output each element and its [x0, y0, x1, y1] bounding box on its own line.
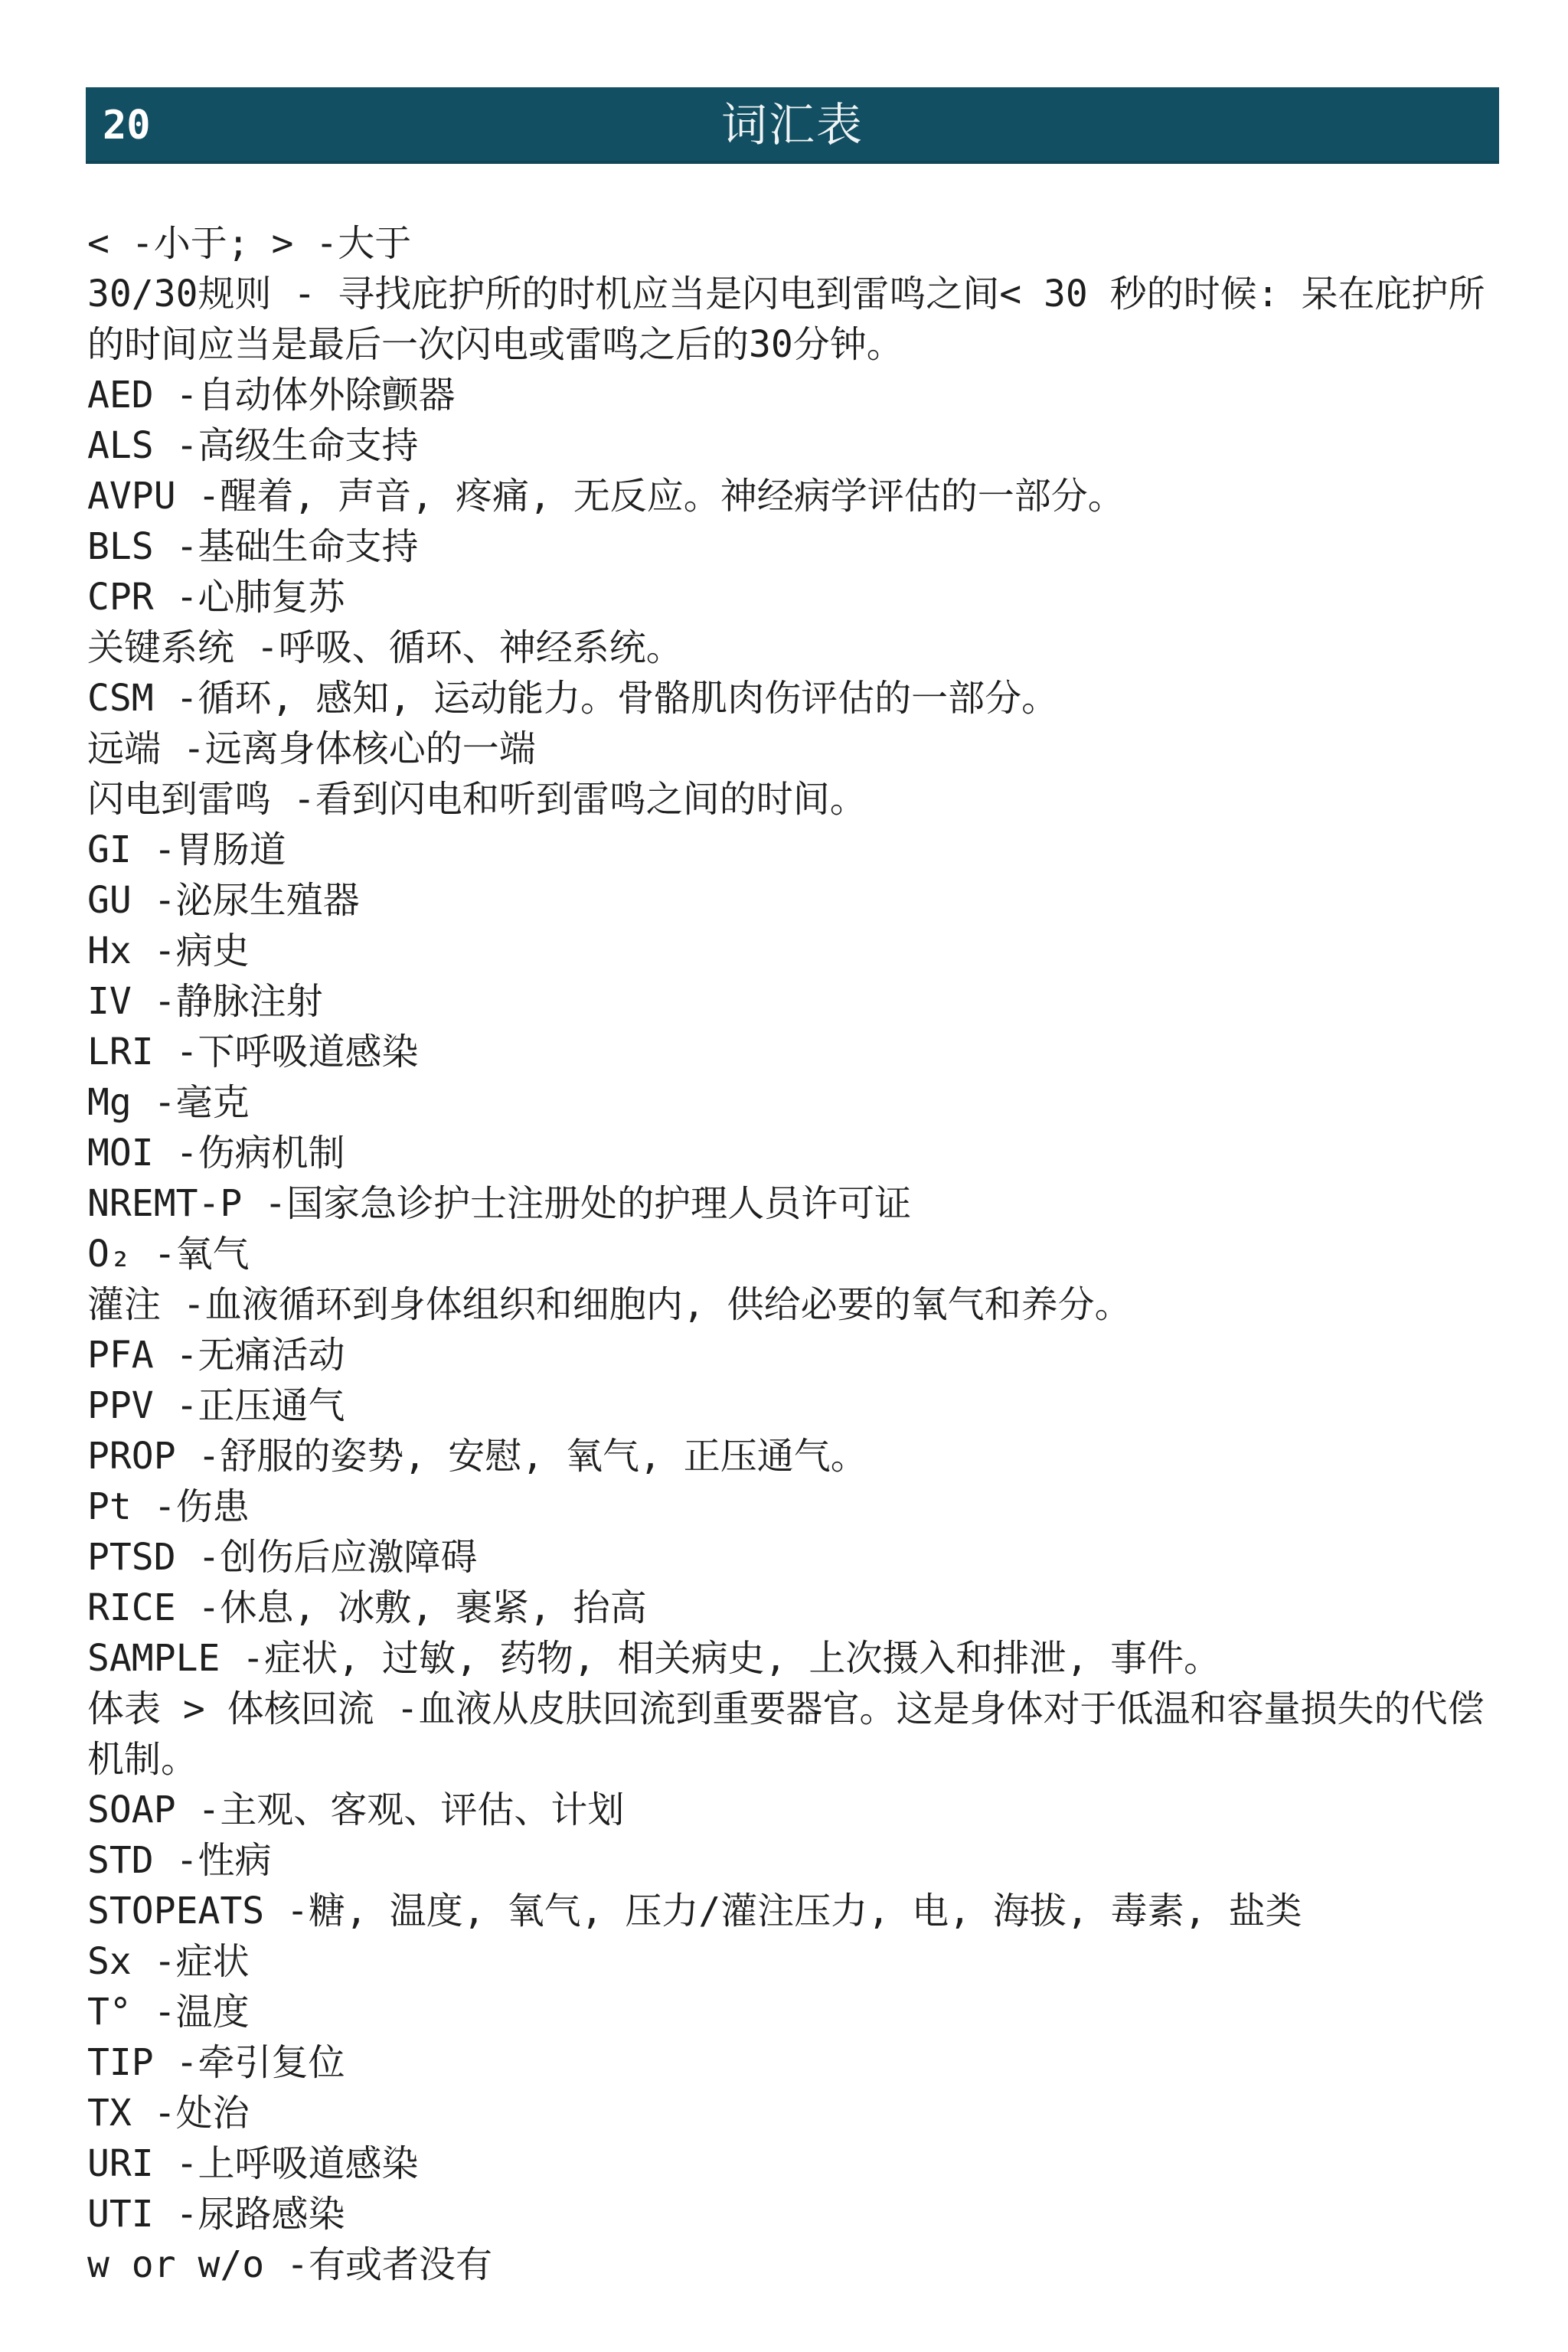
- glossary-entry: 关键系统 -呼吸、循环、神经系统。: [87, 626, 683, 669]
- glossary-entry: Mg -毫克: [87, 1081, 250, 1124]
- glossary-entry: O₂ -氧气: [87, 1233, 250, 1276]
- glossary-list: [87, 218, 1496, 2290]
- glossary-entry: ALS -高级生命支持: [87, 424, 419, 467]
- glossary-entry: w or w/o -有或者没有: [87, 2243, 492, 2286]
- glossary-entry: GU -泌尿生殖器: [87, 879, 360, 922]
- glossary-entry: 灌注 -血液循环到身体组织和细胞内, 供给必要的氧气和养分。: [87, 1283, 1132, 1326]
- glossary-entry: SAMPLE -症状, 过敏, 药物, 相关病史, 上次摄入和排泄, 事件。: [87, 1637, 1221, 1680]
- glossary-entry: CSM -循环, 感知, 运动能力。骨骼肌肉伤评估的一部分。: [87, 677, 1059, 720]
- glossary-entry: URI -上呼吸道感染: [87, 2142, 419, 2185]
- glossary-entry: PFA -无痛活动: [87, 1334, 345, 1377]
- glossary-entry: 体表 > 体核回流 -血液从皮肤回流到重要器官。这是身体对于低温和容量损失的代偿机制。: [87, 1687, 1485, 1781]
- glossary-entry: 30/30规则 - 寻找庇护所的时机应当是闪电到雷鸣之间< 30 秒的时候: 呆在庇护所的时间应当是最后一次闪电或雷鸣之后的30分钟。: [87, 273, 1485, 366]
- glossary-entry: Sx -症状: [87, 1940, 250, 1983]
- glossary-entry: 闪电到雷鸣 -看到闪电和听到雷鸣之间的时间。: [87, 778, 867, 821]
- glossary-entry: LRI -下呼吸道感染: [87, 1031, 419, 1073]
- glossary-entry: T° -温度: [87, 1991, 250, 2034]
- glossary-entry: AVPU -醒着, 声音, 疼痛, 无反应。神经病学评估的一部分。: [87, 475, 1125, 518]
- glossary-entry: Hx -病史: [87, 929, 250, 972]
- glossary-entry: PPV -正压通气: [87, 1384, 345, 1427]
- glossary-entry: TX -处治: [87, 2092, 250, 2135]
- glossary-entry: NREMT-P -国家急诊护士注册处的护理人员许可证: [87, 1182, 912, 1225]
- glossary-entry: UTI -尿路感染: [87, 2193, 345, 2236]
- page-number: 20: [103, 103, 151, 149]
- glossary-entry: RICE -休息, 冰敷, 裹紧, 抬高: [87, 1586, 647, 1629]
- glossary-entry: PTSD -创伤后应激障碍: [87, 1536, 478, 1579]
- glossary-entry: STD -性病: [87, 1839, 272, 1882]
- glossary-entry: Pt -伤患: [87, 1485, 250, 1528]
- page-title: 词汇表: [721, 99, 864, 152]
- glossary-entry: TIP -牵引复位: [87, 2041, 345, 2084]
- glossary-entry: AED -自动体外除颤器: [87, 374, 456, 416]
- glossary-entry: MOI -伤病机制: [87, 1132, 345, 1174]
- glossary-entry: 远端 -远离身体核心的一端: [87, 727, 536, 770]
- header-bar: [86, 87, 1499, 164]
- glossary-entry: PROP -舒服的姿势, 安慰, 氧气, 正压通气。: [87, 1435, 867, 1478]
- glossary-entry: BLS -基础生命支持: [87, 525, 419, 568]
- glossary-entry: STOPEATS -糖, 温度, 氧气, 压力/灌注压力, 电, 海拔, 毒素, 盐类: [87, 1890, 1302, 1932]
- glossary-entry: GI -胃肠道: [87, 828, 286, 871]
- glossary-entry: IV -静脉注射: [87, 980, 323, 1023]
- glossary-entry: CPR -心肺复苏: [87, 576, 345, 619]
- glossary-entry: SOAP -主观、客观、评估、计划: [87, 1788, 625, 1831]
- glossary-entry: < -小于; > -大于: [87, 222, 412, 265]
